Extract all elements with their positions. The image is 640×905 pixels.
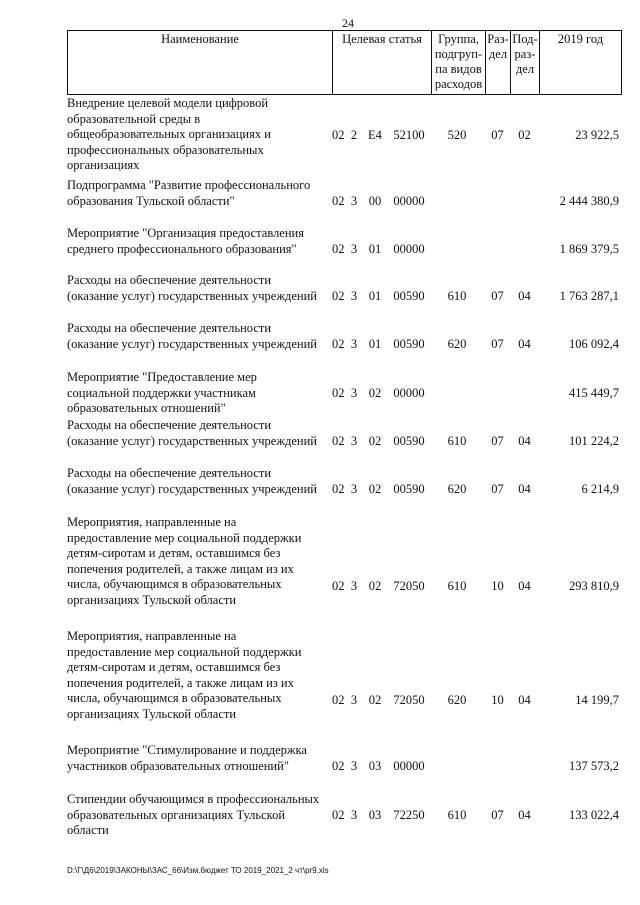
subsection: 04: [518, 434, 531, 448]
header-expense-group: Группа, подгруп- па видов расходов: [432, 31, 486, 94]
code-program: 02: [332, 242, 345, 256]
expense-group: 610: [447, 808, 467, 822]
row-name: Расходы на обеспечение деятельности (оказание услуг) государственных учреждений: [67, 418, 317, 448]
code-direction: 00590: [393, 289, 425, 303]
code-direction: 00590: [393, 434, 425, 448]
code-event: 02: [368, 434, 382, 448]
code-program: 02: [332, 579, 345, 593]
subsection: 04: [518, 579, 531, 593]
code-event: 02: [368, 386, 382, 400]
code-event: 03: [368, 759, 382, 773]
expense-group: 620: [447, 693, 467, 707]
table-header: [67, 30, 622, 95]
code-program: 02: [332, 337, 345, 351]
code-direction: 00000: [393, 242, 425, 256]
amount-2019: 23 922,5: [575, 128, 619, 142]
row-name: Подпрограмма "Развитие профессионального образования Тульской области": [67, 178, 311, 208]
code-program: 02: [332, 128, 345, 142]
code-direction: 72250: [393, 808, 425, 822]
code-direction: 52100: [393, 128, 425, 142]
page-number: 24: [342, 16, 354, 30]
code-program: 02: [332, 693, 345, 707]
code-event: 02: [368, 482, 382, 496]
code-event: 01: [368, 289, 382, 303]
expense-group: 610: [447, 434, 467, 448]
section: 07: [491, 337, 504, 351]
subsection: 04: [518, 482, 531, 496]
subsection: 04: [518, 289, 531, 303]
subsection: 04: [518, 693, 531, 707]
code-subprogram: 3: [350, 194, 358, 208]
code-event: 01: [368, 337, 382, 351]
amount-2019: 293 810,9: [569, 579, 619, 593]
code-subprogram: 3: [350, 289, 358, 303]
row-name: Расходы на обеспечение деятельности (оказание услуг) государственных учреждений: [67, 273, 317, 303]
section: 07: [491, 434, 504, 448]
expense-group: 610: [447, 289, 467, 303]
code-subprogram: 3: [350, 434, 358, 448]
code-program: 02: [332, 808, 345, 822]
code-direction: 72050: [393, 579, 425, 593]
amount-2019: 6 214,9: [581, 482, 619, 496]
row-name: Мероприятия, направленные на предоставление мер социальной поддержки детям-сиротам и детям, оставшимся без попечения родителей, а также лицам из их числа, обучающимся в образовательных организациях Тульской области: [67, 629, 302, 721]
amount-2019: 415 449,7: [569, 386, 619, 400]
row-name: Расходы на обеспечение деятельности (оказание услуг) государственных учреждений: [67, 466, 317, 496]
code-event: Е4: [368, 128, 382, 142]
code-subprogram: 3: [350, 386, 358, 400]
amount-2019: 101 224,2: [569, 434, 619, 448]
subsection: 04: [518, 337, 531, 351]
row-name: Стипендии обучающимся в профессиональных образовательных организациях Тульской области: [67, 792, 320, 837]
amount-2019: 1 763 287,1: [559, 289, 619, 303]
code-direction: 00000: [393, 386, 425, 400]
code-event: 00: [368, 194, 382, 208]
header-section: Раз- дел: [486, 31, 511, 94]
header-name: Наименование: [68, 31, 333, 94]
code-event: 02: [368, 579, 382, 593]
amount-2019: 14 199,7: [575, 693, 619, 707]
amount-2019: 137 573,2: [569, 759, 619, 773]
code-program: 02: [332, 482, 345, 496]
section: 07: [491, 128, 504, 142]
row-name: Расходы на обеспечение деятельности (оказание услуг) государственных учреждений: [67, 321, 317, 351]
row-name: Мероприятия, направленные на предоставление мер социальной поддержки детям-сиротам и детям, оставшимся без попечения родителей, а также лицам из их числа, обучающимся в образовательных организациях Тульской области: [67, 515, 302, 607]
code-direction: 72050: [393, 693, 425, 707]
code-subprogram: 3: [350, 808, 358, 822]
subsection: 04: [518, 808, 531, 822]
row-name: Внедрение целевой модели цифровой образовательной среды в общеобразовательных организациях и профессиональных образовательных организациях: [67, 96, 271, 172]
code-event: 03: [368, 808, 382, 822]
section: 07: [491, 289, 504, 303]
code-direction: 00590: [393, 337, 425, 351]
footer-file-path: D:\Г\Д6\2019\ЗАКОНЫ\ЗАС_66\Изм.бюджет ТО 2019_2021_2 чт\pr9.xls: [67, 866, 329, 875]
amount-2019: 133 022,4: [569, 808, 619, 822]
amount-2019: 2 444 380,9: [559, 194, 619, 208]
code-subprogram: 2: [350, 128, 358, 142]
section: 07: [491, 808, 504, 822]
amount-2019: 106 092,4: [569, 337, 619, 351]
code-subprogram: 3: [350, 693, 358, 707]
row-name: Мероприятие "Стимулирование и поддержка участников образовательных отношений": [67, 743, 307, 773]
header-year: 2019 год: [557, 32, 604, 46]
code-direction: 00590: [393, 482, 425, 496]
header-subsection: Под- раз- дел: [511, 31, 540, 94]
code-event: 02: [368, 693, 382, 707]
code-program: 02: [332, 289, 345, 303]
expense-group: 620: [447, 482, 467, 496]
row-name: Мероприятие "Предоставление мер социальной поддержки участникам образовательных отношений": [67, 370, 257, 415]
code-direction: 00000: [393, 759, 425, 773]
code-event: 01: [368, 242, 382, 256]
expense-group: 520: [447, 128, 467, 142]
code-subprogram: 3: [350, 579, 358, 593]
code-program: 02: [332, 434, 345, 448]
code-subprogram: 3: [350, 759, 358, 773]
section: 07: [491, 482, 504, 496]
code-program: 02: [332, 194, 345, 208]
code-program: 02: [332, 386, 345, 400]
code-program: 02: [332, 759, 345, 773]
row-name: Мероприятие "Организация предоставления среднего профессионального образования": [67, 226, 304, 256]
code-direction: 00000: [393, 194, 425, 208]
section: 10: [491, 693, 504, 707]
header-target-article: Целевая статья: [333, 31, 432, 94]
expense-group: 620: [447, 337, 467, 351]
code-subprogram: 3: [350, 242, 358, 256]
amount-2019: 1 869 379,5: [559, 242, 619, 256]
section: 10: [491, 579, 504, 593]
code-subprogram: 3: [350, 482, 358, 496]
expense-group: 610: [447, 579, 467, 593]
subsection: 02: [518, 128, 531, 142]
code-subprogram: 3: [350, 337, 358, 351]
